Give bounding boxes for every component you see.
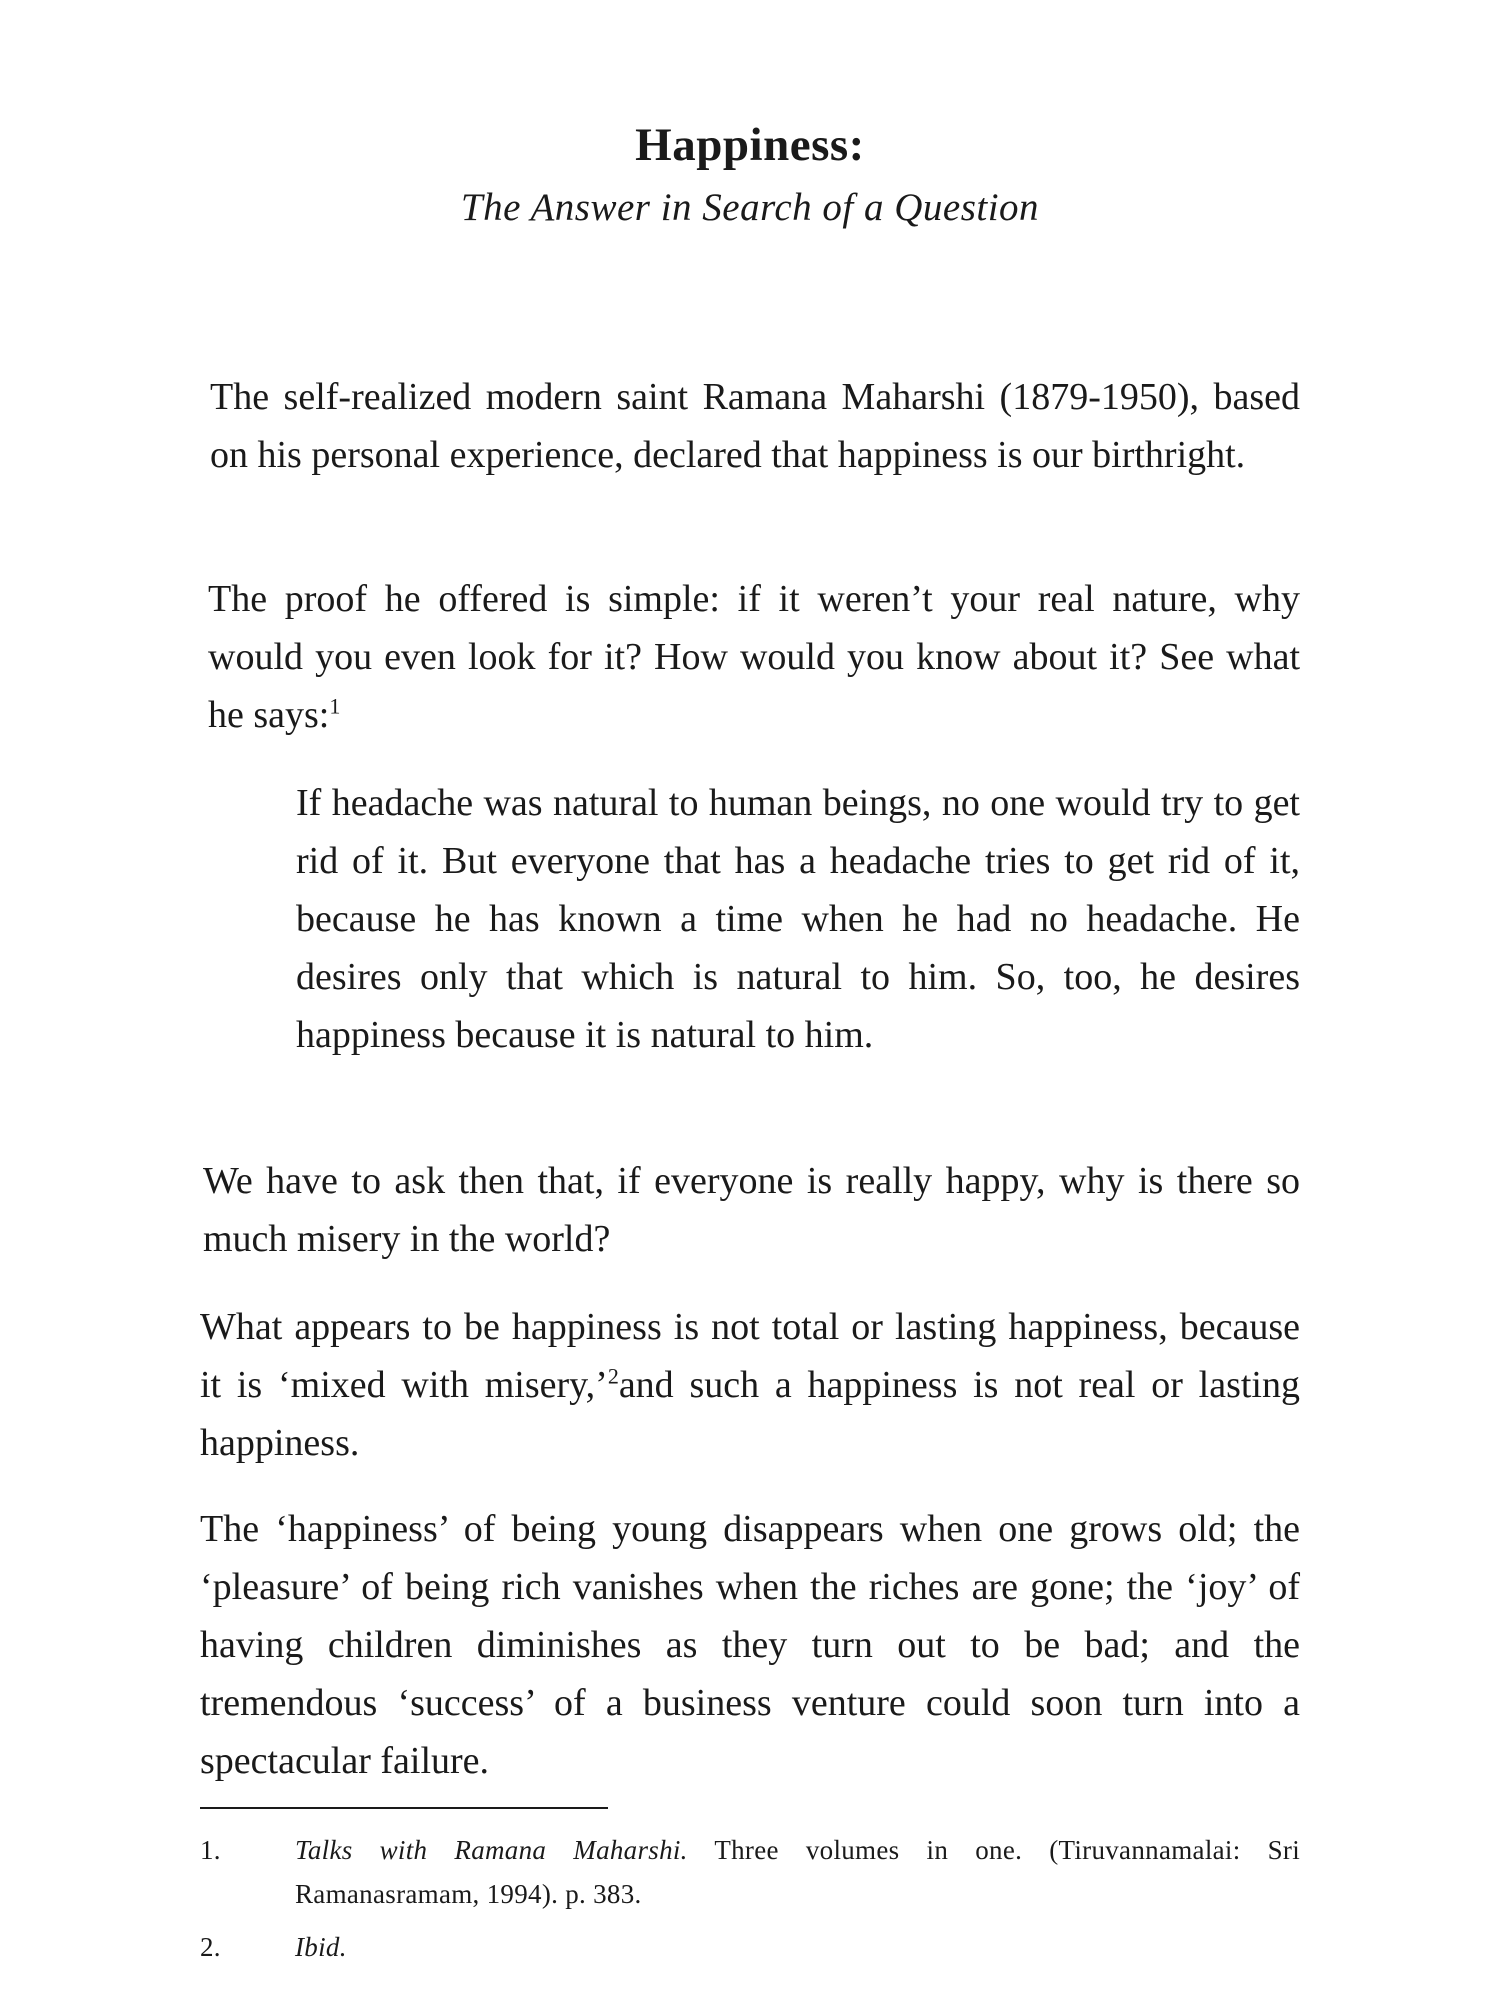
footnote-2-number: 2.: [200, 1932, 221, 1962]
footnote-2-ibid: Ibid.: [295, 1932, 347, 1962]
paragraph-1-text: The self-realized modern saint Ramana Maharshi (1879-1950), based on his personal experience, declared that happiness is our birthright.: [210, 376, 1300, 476]
paragraph-3: [203, 1152, 1300, 1268]
paragraph-4-text-before: What appears to be happiness is not total or lasting happiness, because it is ‘mixed with misery,’: [200, 1306, 1300, 1406]
footnote-1-body: [295, 1828, 1300, 1916]
block-quote-text: If headache was natural to human beings, no one would try to get rid of it. But everyone that has a headache tries to get rid of it, because he has known a time when he had no headache. He desires only that which is natural to him. So, too, he desires happiness because it is natural to him.: [296, 782, 1300, 1056]
chapter-title: Happiness:: [635, 119, 865, 171]
paragraph-2-text: The proof he offered is simple: if it weren’t your real nature, why would you even look for it? How would you know about it? See what he says:: [208, 578, 1300, 736]
footnote-2-body: [295, 1925, 1300, 1969]
paragraph-4-text-after: and such a happiness is not real or lasting happiness.: [200, 1364, 1300, 1464]
paragraph-5: [200, 1500, 1300, 1790]
footnote-1-number: 1.: [200, 1835, 221, 1865]
paragraph-1: [210, 368, 1300, 484]
block-quote: [296, 774, 1300, 1064]
paragraph-5-text: The ‘happiness’ of being young disappears when one grows old; the ‘pleasure’ of being rich vanishes when the riches are gone; the ‘joy’ of having children diminishes as they turn out to be bad; and the tremendous ‘success’ of a business venture could soon turn into a spectacular failure.: [200, 1508, 1300, 1782]
footnote-divider: [200, 1807, 608, 1809]
footnote-1-text: Three volumes in one. (Tiruvannamalai: Sri Ramanasramam, 1994). p. 383.: [295, 1835, 1300, 1909]
chapter-subtitle: The Answer in Search of a Question: [460, 186, 1040, 229]
footnote-ref-2: 2: [607, 1363, 619, 1389]
paragraph-3-text: We have to ask then that, if everyone is really happy, why is there so much misery in the world?: [203, 1160, 1300, 1260]
footnote-1-book-title: Talks with Ramana Maharshi.: [295, 1835, 688, 1865]
footnote-ref-1: 1: [329, 693, 341, 719]
paragraph-4: [200, 1298, 1300, 1472]
paragraph-2: [208, 570, 1300, 744]
